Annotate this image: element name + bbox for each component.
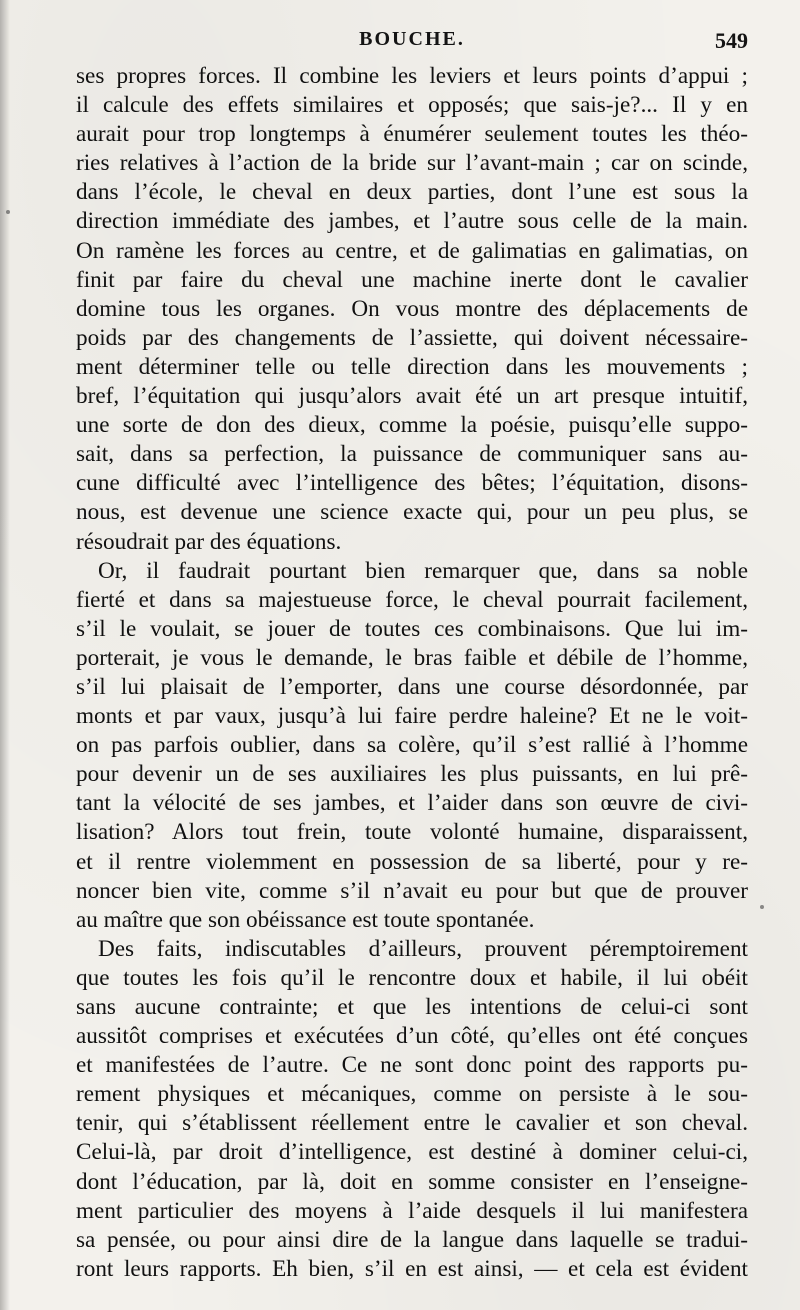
text-line: sait, dans sa perfection, la puissance de communiquer sans au- xyxy=(76,441,748,468)
text-line: pour devenir un de ses auxiliaires les plus puissants, en lui prê- xyxy=(76,761,748,788)
text-line: monts et par vaux, jusqu’à lui faire perdre haleine? Et ne le voit- xyxy=(76,703,748,730)
text-line: noncer bien vite, comme s’il n’avait eu pour but que de prouver xyxy=(76,877,748,904)
text-line: ses propres forces. Il combine les leviers et leurs points d’appui ; xyxy=(76,63,748,89)
margin-speck xyxy=(760,905,764,909)
text-line: ment déterminer telle ou telle direction dans les mouvements ; xyxy=(76,353,748,380)
text-line: direction immédiate des jambes, et l’autre sous celle de la main. xyxy=(76,208,748,235)
text-line: ries relatives à l’action de la bride sur l’avant-main ; car on scinde, xyxy=(76,150,748,177)
text-line: s’il le voulait, se jouer de toutes ces combinaisons. Que lui im- xyxy=(76,615,748,642)
text-line: tenir, qui s’établissent réellement entre le cavalier et son cheval. xyxy=(76,1110,748,1137)
text-line: et manifestées de l’autre. Ce ne sont donc point des rapports pu- xyxy=(76,1052,748,1079)
text-line: dans l’école, le cheval en deux parties, dont l’une est sous la xyxy=(76,179,748,206)
text-line: Or, il faudrait pourtant bien remarquer que, dans sa noble xyxy=(98,557,748,584)
text-line: Celui-là, par droit d’intelligence, est destiné à dominer celui-ci, xyxy=(76,1139,748,1166)
text-line: rement physiques et mécaniques, comme on persiste à le sou- xyxy=(76,1081,748,1108)
text-line: on pas parfois oublier, dans sa colère, qu’il s’est rallié à l’homme xyxy=(76,732,748,759)
text-line: ment particulier des moyens à l’aide desquels il lui manifestera xyxy=(76,1197,748,1224)
text-line: dont l’éducation, par là, doit en somme consister en l’enseigne- xyxy=(76,1168,748,1195)
text-line: nous, est devenue une science exacte qui, pour un peu plus, se xyxy=(76,499,748,526)
text-line: s’il lui plaisait de l’emporter, dans une course désordonnée, par xyxy=(76,673,748,700)
text-line: sans aucune contrainte; et que les intentions de celui-ci sont xyxy=(76,994,748,1020)
text-line: sa pensée, ou pour ainsi dire de la langue dans laquelle se tradui- xyxy=(76,1226,748,1253)
page-edge-shadow xyxy=(0,0,10,1310)
text-line: finit par faire du cheval une machine inerte dont le cavalier xyxy=(76,266,748,293)
text-line: domine tous les organes. On vous montre des déplacements de xyxy=(76,295,748,322)
text-line: poids par des changements de l’assiette, qui doivent nécessaire- xyxy=(76,324,748,351)
text-line: ront leurs rapports. Eh bien, s’il en est ainsi, — et cela est évident xyxy=(76,1255,748,1282)
text-line: et il rentre violemment en possession de sa liberté, pour y re- xyxy=(76,848,748,875)
text-line: résoudrait par des équations. xyxy=(76,528,342,555)
text-line: cune difficulté avec l’intelligence des bêtes; l’équitation, disons- xyxy=(76,470,748,497)
text-line: On ramène les forces au centre, et de galimatias en galimatias, on xyxy=(76,237,748,264)
page-number: 549 xyxy=(715,28,748,53)
text-line: il calcule des effets similaires et opposés; que sais-je?... Il y en xyxy=(76,92,748,119)
text-line: porterait, je vous le demande, le bras faible et débile de l’homme, xyxy=(76,644,748,671)
text-line: que toutes les fois qu’il le rencontre doux et habile, il lui obéit xyxy=(76,964,748,991)
text-line: lisation? Alors tout frein, toute volonté humaine, disparaissent, xyxy=(76,819,748,846)
text-line: Des faits, indiscutables d’ailleurs, prouvent péremptoirement xyxy=(98,935,748,962)
text-line: au maître que son obéissance est toute spontanée. xyxy=(76,906,535,933)
text-line: bref, l’équitation qui jusqu’alors avait été un art presque intuitif, xyxy=(76,383,748,410)
running-head-title: BOUCHE. xyxy=(359,28,465,50)
running-head xyxy=(76,28,748,62)
text-line: aurait pour trop longtemps à énumérer seulement toutes les théo- xyxy=(76,121,748,148)
body-text xyxy=(76,62,748,1284)
text-line: aussitôt comprises et exécutées d’un côté, qu’elles ont été conçues xyxy=(76,1023,748,1050)
text-line: une sorte de don des dieux, comme la poésie, puisqu’elle suppo- xyxy=(76,412,748,439)
margin-speck xyxy=(6,210,10,214)
text-line: fierté et dans sa majestueuse force, le cheval pourrait facilement, xyxy=(76,586,748,613)
text-line: tant la vélocité de ses jambes, et l’aider dans son œuvre de civi- xyxy=(76,790,748,817)
